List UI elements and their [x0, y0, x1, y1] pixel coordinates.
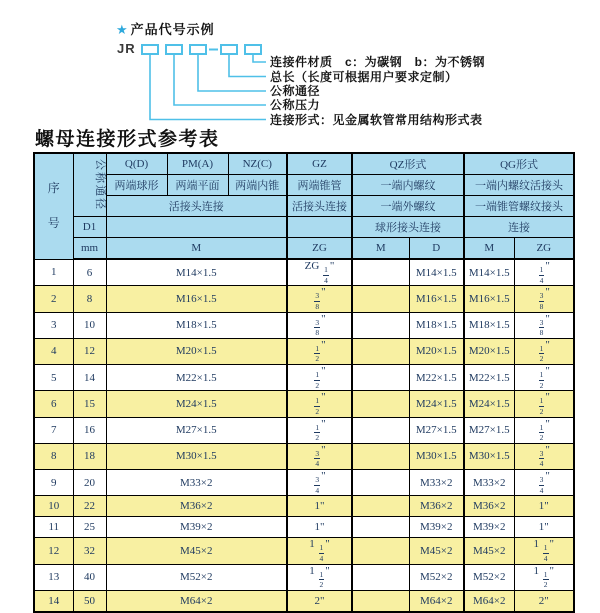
table-cell	[352, 470, 409, 496]
table-cell	[352, 443, 409, 469]
table-cell	[352, 564, 409, 590]
table-cell: $\frac{3}{8}$ "	[287, 286, 352, 312]
table-cell: M39×2	[106, 517, 287, 538]
header-cell-code: QG形式	[464, 153, 574, 175]
header-cell-mm: mm	[73, 238, 106, 260]
header-cell-desc: 两端球形	[106, 175, 167, 196]
table-cell: 14	[34, 590, 73, 612]
table-cell: M64×2	[409, 590, 464, 612]
table-cell: 14	[73, 365, 106, 391]
table-cell	[352, 391, 409, 417]
header-cell-code: Q(D)	[106, 153, 167, 175]
table-cell: 32	[73, 538, 106, 564]
code-label-connection: 连接形式：见金属软管常用结构形式表	[270, 112, 483, 127]
table-row	[34, 365, 574, 391]
header-cell-desc: 两端锥管	[287, 175, 352, 196]
table-cell: ZG $\frac{1}{4}$ "	[287, 259, 352, 286]
table-cell: $\frac{1}{2}$ "	[287, 338, 352, 364]
table-cell	[352, 538, 409, 564]
table-cell: $\frac{1}{2}$ "	[287, 417, 352, 443]
header-cell-d1: D1	[73, 217, 106, 238]
code-label-material: 连接件材质 c：为碳钢 b：为不锈钢	[270, 55, 486, 69]
header-cell-joint: 活接头连接	[106, 196, 287, 217]
table-cell: 1"	[514, 517, 574, 538]
header-cell-code: GZ	[287, 153, 352, 175]
table-cell: 1	[34, 259, 73, 286]
table-row	[34, 443, 574, 469]
table-cell: $\frac{3}{8}$ "	[287, 312, 352, 338]
table-cell: $\frac{1}{4}$ "	[514, 259, 574, 286]
table-cell: M22×1.5	[106, 365, 287, 391]
table-cell: 22	[73, 496, 106, 517]
table-cell: 5	[34, 365, 73, 391]
table-cell	[352, 517, 409, 538]
header-cell-thread: ZG	[514, 238, 574, 260]
table-cell: $\frac{1}{2}$ "	[287, 391, 352, 417]
reference-table	[33, 152, 575, 613]
table-cell: $\frac{1}{2}$ "	[514, 391, 574, 417]
table-cell: M39×2	[464, 517, 514, 538]
header-cell-blank	[106, 217, 287, 238]
table-cell: M33×2	[464, 470, 514, 496]
table-cell: 7	[34, 417, 73, 443]
table-cell: 1"	[287, 496, 352, 517]
table-cell: $\frac{1}{2}$ "	[514, 417, 574, 443]
product-code-diagram	[0, 0, 600, 132]
table-cell: 40	[73, 564, 106, 590]
table-cell: $\frac{1}{2}$ "	[514, 365, 574, 391]
table-cell: M14×1.5	[106, 259, 287, 286]
table-cell: M16×1.5	[409, 286, 464, 312]
table-cell: $\frac{1}{2}$ "	[287, 365, 352, 391]
table-cell: M18×1.5	[106, 312, 287, 338]
table-cell: 1 $\frac{1}{2}$ "	[287, 564, 352, 590]
table-cell: M64×2	[106, 590, 287, 612]
table-row	[34, 496, 574, 517]
table-cell: M30×1.5	[409, 443, 464, 469]
header-cell-joint: 一端锥管螺纹接头	[464, 196, 574, 217]
table-cell: M52×2	[464, 564, 514, 590]
table-row	[34, 286, 574, 312]
table-cell: 1"	[514, 496, 574, 517]
diagram-heading	[116, 19, 215, 38]
table-cell: 11	[34, 517, 73, 538]
table-cell: 12	[73, 338, 106, 364]
header-cell-code: PM(A)	[167, 153, 228, 175]
table-cell: M16×1.5	[464, 286, 514, 312]
header-cell-code: NZ(C)	[228, 153, 287, 175]
table-cell: M30×1.5	[464, 443, 514, 469]
table-header	[34, 153, 574, 259]
table-cell: 25	[73, 517, 106, 538]
table-cell: M45×2	[409, 538, 464, 564]
table-cell: 2"	[514, 590, 574, 612]
table-cell: M14×1.5	[464, 259, 514, 286]
table-cell	[352, 590, 409, 612]
table-cell: 20	[73, 470, 106, 496]
table-cell: 2	[34, 286, 73, 312]
table-cell: $\frac{1}{2}$ "	[514, 338, 574, 364]
header-cell-thread: ZG	[287, 238, 352, 260]
table-cell: 18	[73, 443, 106, 469]
code-label-pressure: 公称压力	[270, 98, 321, 112]
table-title: 螺母连接形式参考表	[35, 128, 220, 150]
table-cell: M20×1.5	[409, 338, 464, 364]
table-cell: $\frac{3}{4}$ "	[514, 470, 574, 496]
table-cell: 8	[73, 286, 106, 312]
table-cell: M22×1.5	[409, 365, 464, 391]
table-cell: M33×2	[106, 470, 287, 496]
table-cell: M39×2	[409, 517, 464, 538]
table-cell: M64×2	[464, 590, 514, 612]
header-cell-conn: 连接	[464, 217, 574, 238]
table-row	[34, 470, 574, 496]
table-row	[34, 338, 574, 364]
star-icon: ★	[116, 22, 129, 37]
header-cell-code: QZ形式	[352, 153, 464, 175]
table-cell: $\frac{3}{8}$ "	[514, 312, 574, 338]
code-label-length: 总长（长度可根据用户要求定制）	[270, 69, 458, 84]
header-cell-joint: 一端外螺纹	[352, 196, 464, 217]
table-cell: M36×2	[464, 496, 514, 517]
table-cell: M14×1.5	[409, 259, 464, 286]
header-cell-thread: M	[464, 238, 514, 260]
table-cell: $\frac{3}{8}$ "	[514, 286, 574, 312]
table-cell: M24×1.5	[409, 391, 464, 417]
table-cell: M45×2	[106, 538, 287, 564]
table-body	[34, 259, 574, 612]
table-cell: M20×1.5	[106, 338, 287, 364]
table-cell	[352, 338, 409, 364]
table-cell: 16	[73, 417, 106, 443]
table-cell: 6	[73, 259, 106, 286]
table-cell	[352, 259, 409, 286]
table-row	[34, 538, 574, 564]
table-cell: M27×1.5	[106, 417, 287, 443]
header-cell-blank	[287, 217, 352, 238]
table-cell: 1 $\frac{1}{2}$ "	[514, 564, 574, 590]
table-cell: 3	[34, 312, 73, 338]
table-cell: M45×2	[464, 538, 514, 564]
table-cell: M52×2	[409, 564, 464, 590]
header-cell-conn: 球形接头连接	[352, 217, 464, 238]
table-row	[34, 391, 574, 417]
table-cell: 10	[73, 312, 106, 338]
header-cell-seq: 序号	[34, 153, 73, 259]
table-cell: 10	[34, 496, 73, 517]
table-row	[34, 259, 574, 286]
header-cell-joint: 活接头连接	[287, 196, 352, 217]
header-cell-thread: M	[106, 238, 287, 260]
header-cell-dn: 公称通径	[73, 153, 106, 217]
table-cell	[352, 286, 409, 312]
table-cell: 1"	[287, 517, 352, 538]
code-box-icon	[142, 45, 261, 54]
code-prefix: JR	[117, 41, 136, 56]
table-cell: 50	[73, 590, 106, 612]
table-cell	[352, 417, 409, 443]
table-cell: 1 $\frac{1}{4}$ "	[287, 538, 352, 564]
table-cell: 8	[34, 443, 73, 469]
table-cell: $\frac{3}{4}$ "	[287, 443, 352, 469]
table-cell: M18×1.5	[409, 312, 464, 338]
table-cell: M24×1.5	[106, 391, 287, 417]
table-cell	[352, 496, 409, 517]
header-cell-desc: 两端内锥	[228, 175, 287, 196]
table-cell: 15	[73, 391, 106, 417]
table-cell: M36×2	[106, 496, 287, 517]
table-cell	[352, 312, 409, 338]
table-cell: M20×1.5	[464, 338, 514, 364]
table-cell: M16×1.5	[106, 286, 287, 312]
table-cell: M30×1.5	[106, 443, 287, 469]
table-cell: 6	[34, 391, 73, 417]
table-cell: M27×1.5	[409, 417, 464, 443]
table-cell: M33×2	[409, 470, 464, 496]
table-row	[34, 590, 574, 612]
table-cell: $\frac{3}{4}$ "	[514, 443, 574, 469]
table-cell: 1 $\frac{1}{4}$ "	[514, 538, 574, 564]
table-cell: M18×1.5	[464, 312, 514, 338]
header-cell-desc: 一端内螺纹	[352, 175, 464, 196]
table-cell: M22×1.5	[464, 365, 514, 391]
table-cell: M52×2	[106, 564, 287, 590]
table-row	[34, 564, 574, 590]
diagram-heading-text: 产品代号示例	[130, 22, 215, 37]
table-cell: 4	[34, 338, 73, 364]
table-cell: 2"	[287, 590, 352, 612]
header-cell-desc: 两端平面	[167, 175, 228, 196]
table-cell: 12	[34, 538, 73, 564]
table-row	[34, 517, 574, 538]
table-cell: 13	[34, 564, 73, 590]
table-cell: M24×1.5	[464, 391, 514, 417]
table-cell	[352, 365, 409, 391]
table-cell: 9	[34, 470, 73, 496]
table-cell: M27×1.5	[464, 417, 514, 443]
connector-lines	[150, 55, 266, 120]
table-row	[34, 312, 574, 338]
header-cell-thread: D	[409, 238, 464, 260]
code-label-diameter: 公称通径	[270, 84, 321, 98]
header-cell-desc: 一端内螺纹活接头	[464, 175, 574, 196]
table-cell: $\frac{3}{4}$ "	[287, 470, 352, 496]
table-row	[34, 417, 574, 443]
header-cell-thread: M	[352, 238, 409, 260]
table-cell: M36×2	[409, 496, 464, 517]
